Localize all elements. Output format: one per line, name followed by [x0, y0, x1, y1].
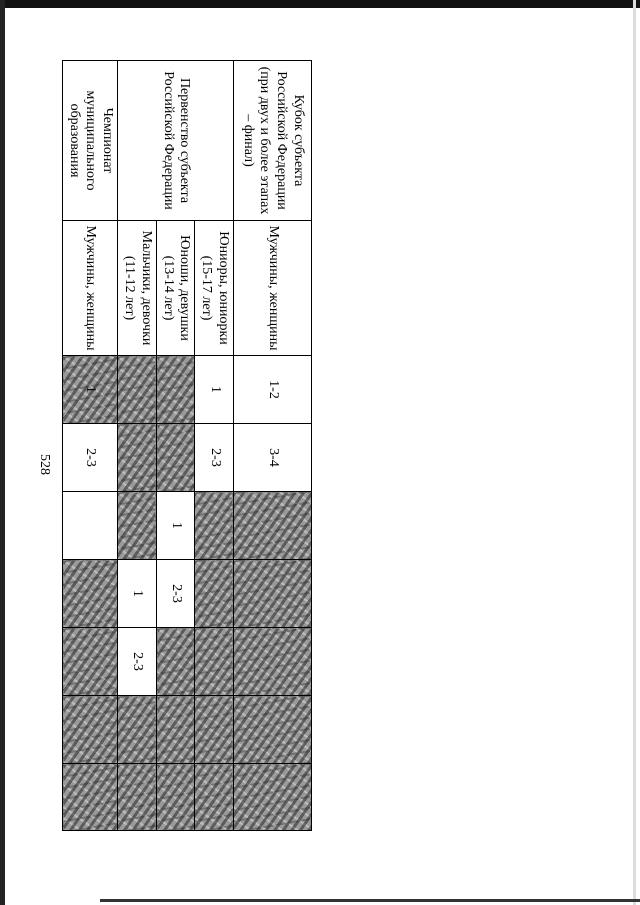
- value-cell: [234, 628, 312, 696]
- value-cell: [118, 696, 157, 764]
- value-cell: [234, 560, 312, 628]
- value-cell: [195, 560, 234, 628]
- table-row: [62, 61, 117, 831]
- value-cell: [195, 492, 234, 560]
- value-cell: [62, 560, 117, 628]
- value-cell: [195, 696, 234, 764]
- table-row: [195, 61, 234, 831]
- page-number: 528: [37, 454, 52, 475]
- value-cell: [62, 764, 117, 831]
- group-cell: Мальчики, девочки (11-12 лет): [118, 221, 157, 356]
- value-cell: [62, 492, 117, 560]
- value-cell: [195, 764, 234, 831]
- value-cell: [156, 764, 195, 831]
- scan-border-top: [0, 0, 640, 8]
- rotated-table-container: [66, 60, 312, 830]
- competition-cell: Первенство субъекта Российской Федерации: [118, 61, 234, 221]
- value-cell: [118, 764, 157, 831]
- value-cell: [234, 764, 312, 831]
- competition-cell: Кубок субъекта Российской Федерации (при двух и более этапах – финал): [234, 61, 312, 221]
- competition-cell: Чемпионат муниципального образования: [62, 61, 117, 221]
- group-cell: Мужчины, женщины: [234, 221, 312, 356]
- value-cell: 1-2: [234, 356, 312, 424]
- value-cell: 2-3: [62, 424, 117, 492]
- value-cell: [156, 628, 195, 696]
- value-cell: 1: [195, 356, 234, 424]
- value-cell: 2-3: [156, 560, 195, 628]
- group-cell: Юноши, девушки (13-14 лет): [156, 221, 195, 356]
- group-cell: Мужчины, женщины: [62, 221, 117, 356]
- group-cell: Юниоры, юниорки (15-17 лет): [195, 221, 234, 356]
- value-cell: [118, 356, 157, 424]
- value-cell: [62, 696, 117, 764]
- qualification-table: [62, 60, 312, 831]
- scan-border-left: [0, 0, 5, 905]
- value-cell: [156, 696, 195, 764]
- value-cell: [118, 424, 157, 492]
- value-cell: [234, 696, 312, 764]
- value-cell: 2-3: [118, 628, 157, 696]
- value-cell: [156, 356, 195, 424]
- table-row: [234, 61, 312, 831]
- value-cell: 1: [156, 492, 195, 560]
- value-cell: [118, 492, 157, 560]
- value-cell: 2-3: [195, 424, 234, 492]
- scan-border-right: [633, 0, 636, 905]
- value-cell: [195, 628, 234, 696]
- value-cell: [156, 424, 195, 492]
- value-cell: 1: [62, 356, 117, 424]
- value-cell: [234, 492, 312, 560]
- value-cell: 1: [118, 560, 157, 628]
- scan-border-bottom: [100, 899, 640, 902]
- value-cell: 3-4: [234, 424, 312, 492]
- value-cell: [62, 628, 117, 696]
